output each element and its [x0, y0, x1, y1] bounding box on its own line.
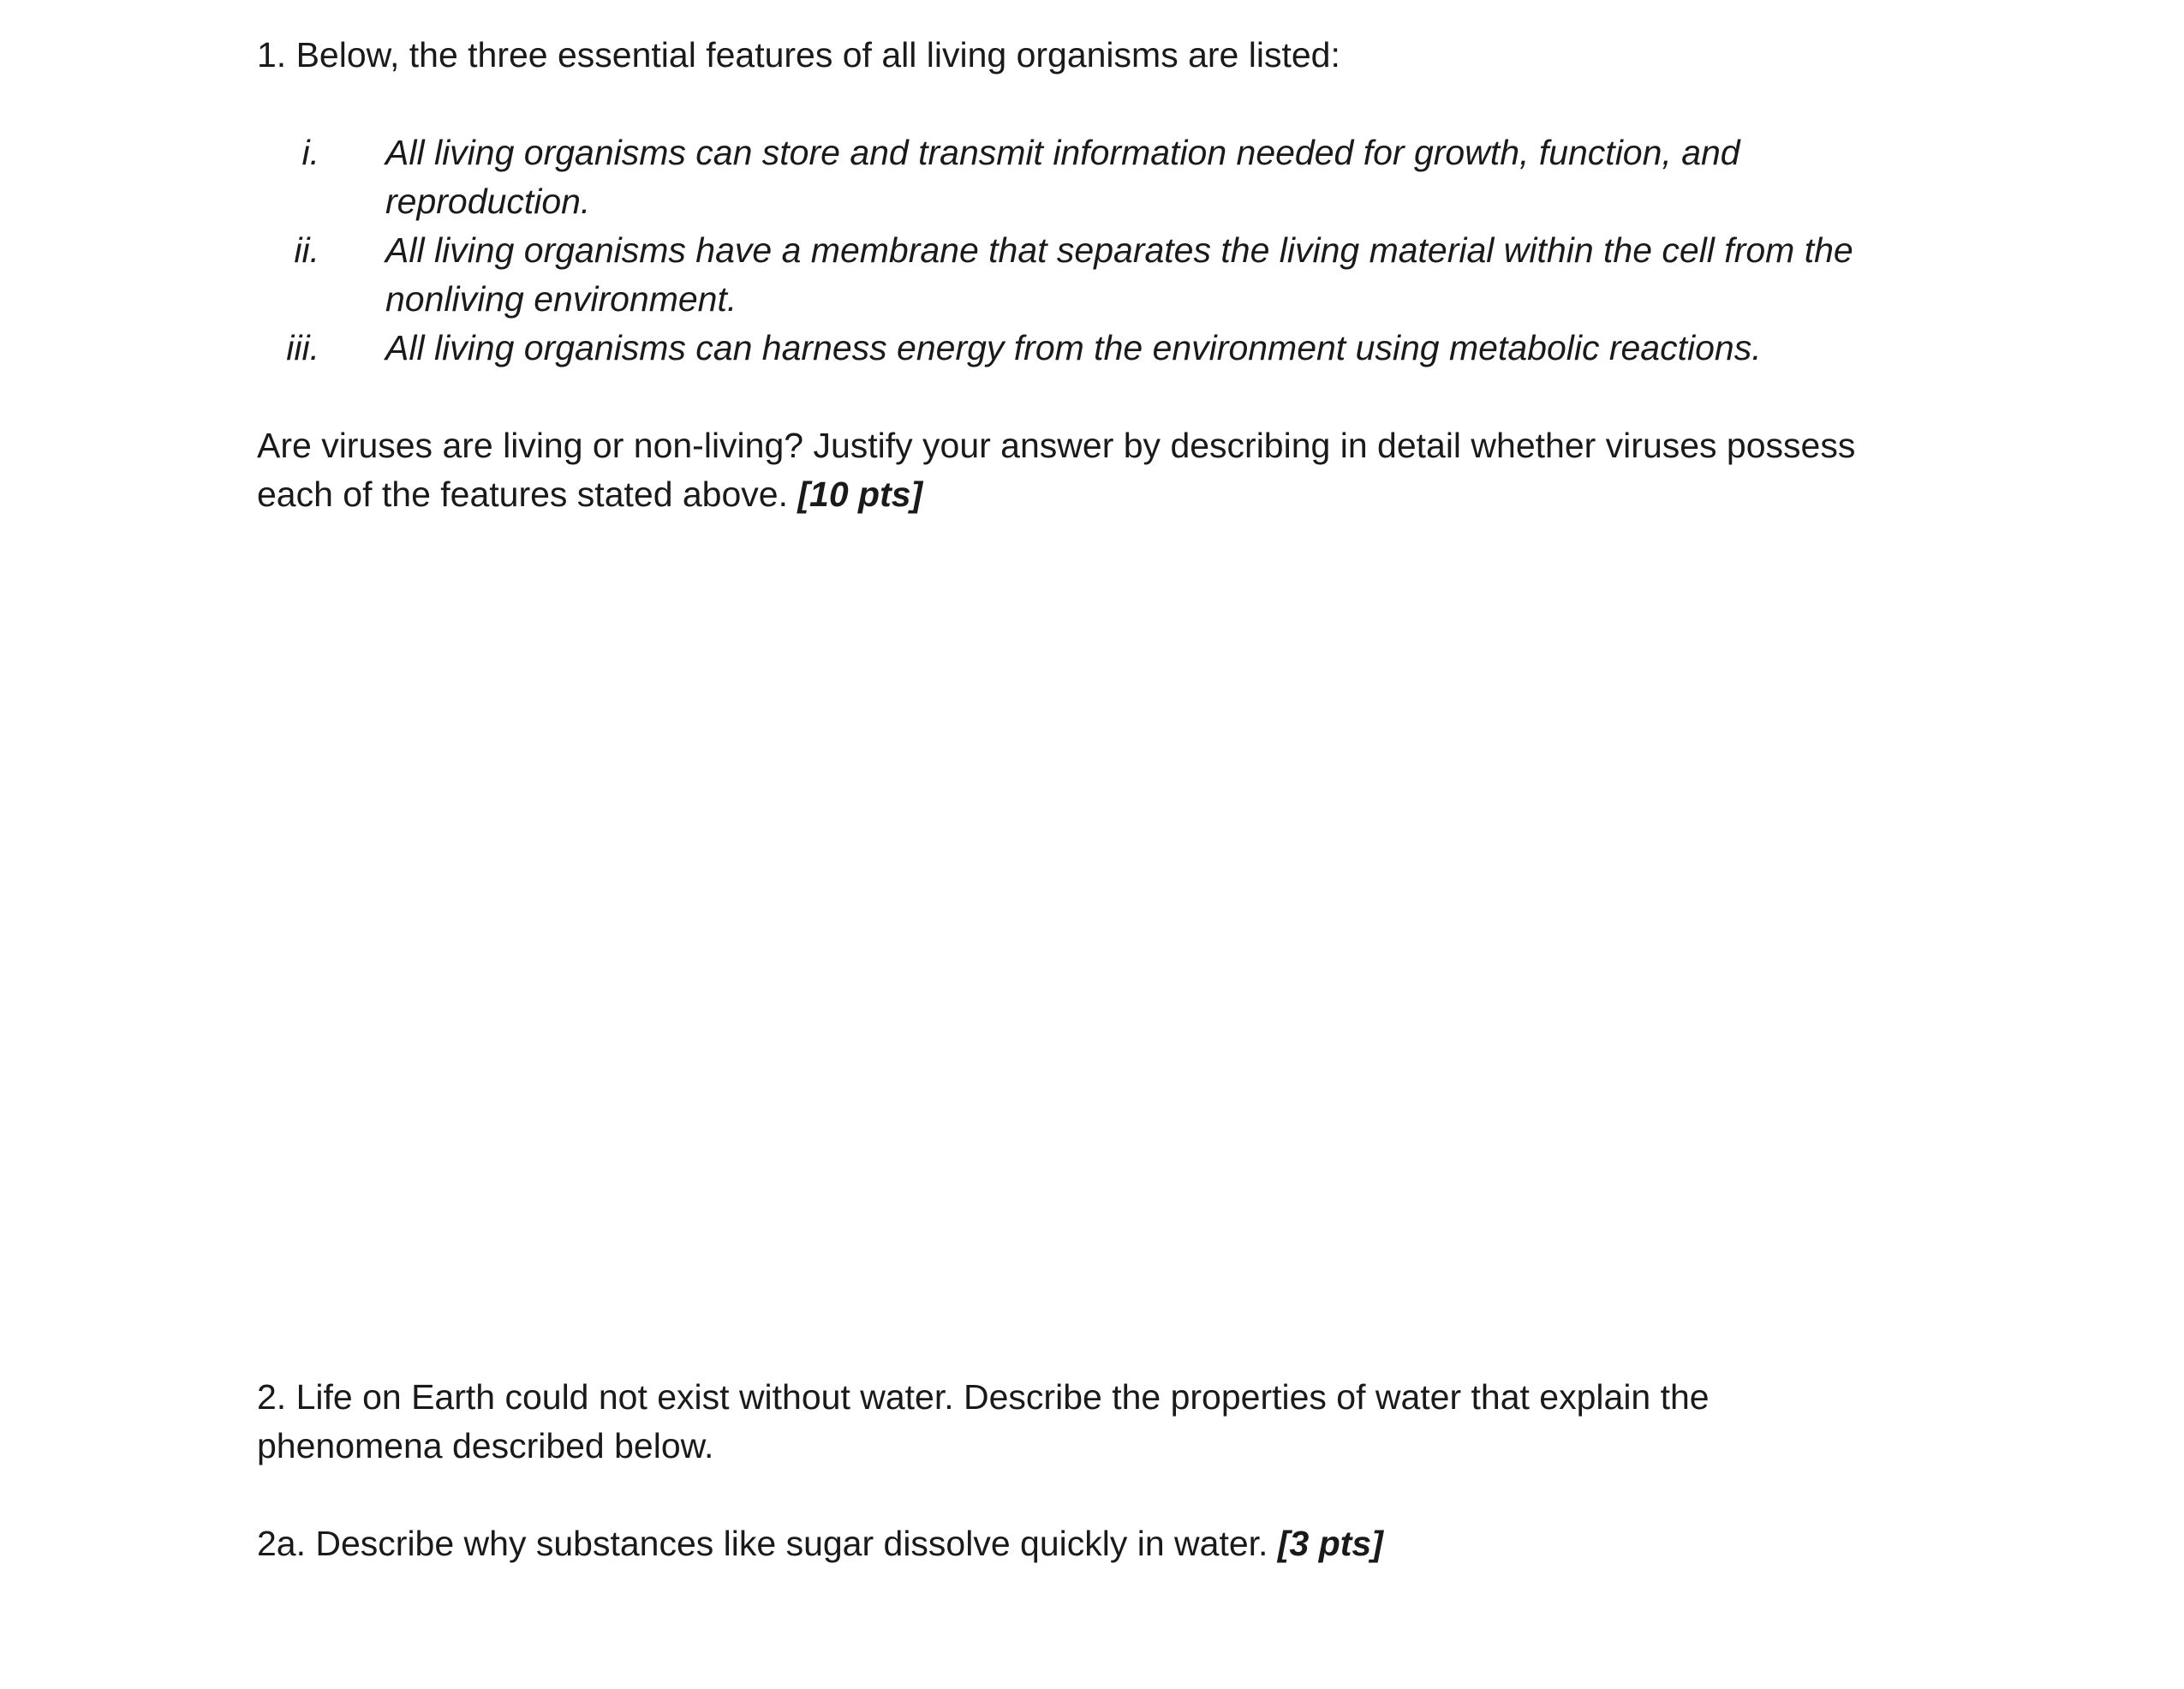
list-numeral-i: i.: [301, 133, 319, 172]
question1-list: [257, 128, 1927, 373]
list-item-i-text: [385, 128, 1740, 226]
question1-prompt-line-2: [257, 470, 1927, 519]
question2a-prompt: [257, 1519, 1927, 1568]
question1-intro: 1. Below, the three essential features of all living organisms are listed:: [257, 35, 1340, 75]
list-item-ii: [257, 226, 1927, 324]
question1-prompt-line-2-text: each of the features stated above.: [257, 474, 788, 514]
question2a-text: 2a. Describe why substances like sugar dissolve quickly in water.: [257, 1524, 1268, 1563]
answer-space-question1: [257, 519, 1927, 1373]
list-item-i-line-2: reproduction.: [385, 182, 591, 221]
list-item-iii: [257, 324, 1927, 373]
question1-points: [10 pts]: [797, 474, 923, 514]
list-numeral-iii: iii.: [286, 328, 319, 367]
question2-intro-line-1: 2. Life on Earth could not exist without water. Describe the properties of water that explain the: [257, 1377, 1710, 1417]
list-item-iii-line-1: All living organisms can harness energy from the environment using metabolic reactions.: [385, 328, 1762, 367]
question1-prompt-line-1: Are viruses are living or non-living? Justify your answer by describing in detail whether viruses possess: [257, 426, 1856, 465]
question1-prompt: [257, 421, 1927, 519]
question2-intro: [257, 1373, 1927, 1471]
list-item-ii-line-2: nonliving environment.: [385, 279, 737, 319]
list-item-ii-text: [385, 226, 1853, 324]
question2a-line: [257, 1519, 1927, 1568]
list-item-i-line-1: All living organisms can store and transmit information needed for growth, function, and: [385, 133, 1740, 172]
question2a-points: [3 pts]: [1277, 1524, 1383, 1563]
list-item-i: [257, 128, 1927, 226]
list-item-ii-line-1: All living organisms have a membrane that separates the living material within the cell from the: [385, 230, 1853, 270]
list-item-iii-text: [385, 324, 1762, 373]
question2-intro-line-2: phenomena described below.: [257, 1426, 714, 1465]
list-numeral-ii: ii.: [294, 230, 319, 270]
